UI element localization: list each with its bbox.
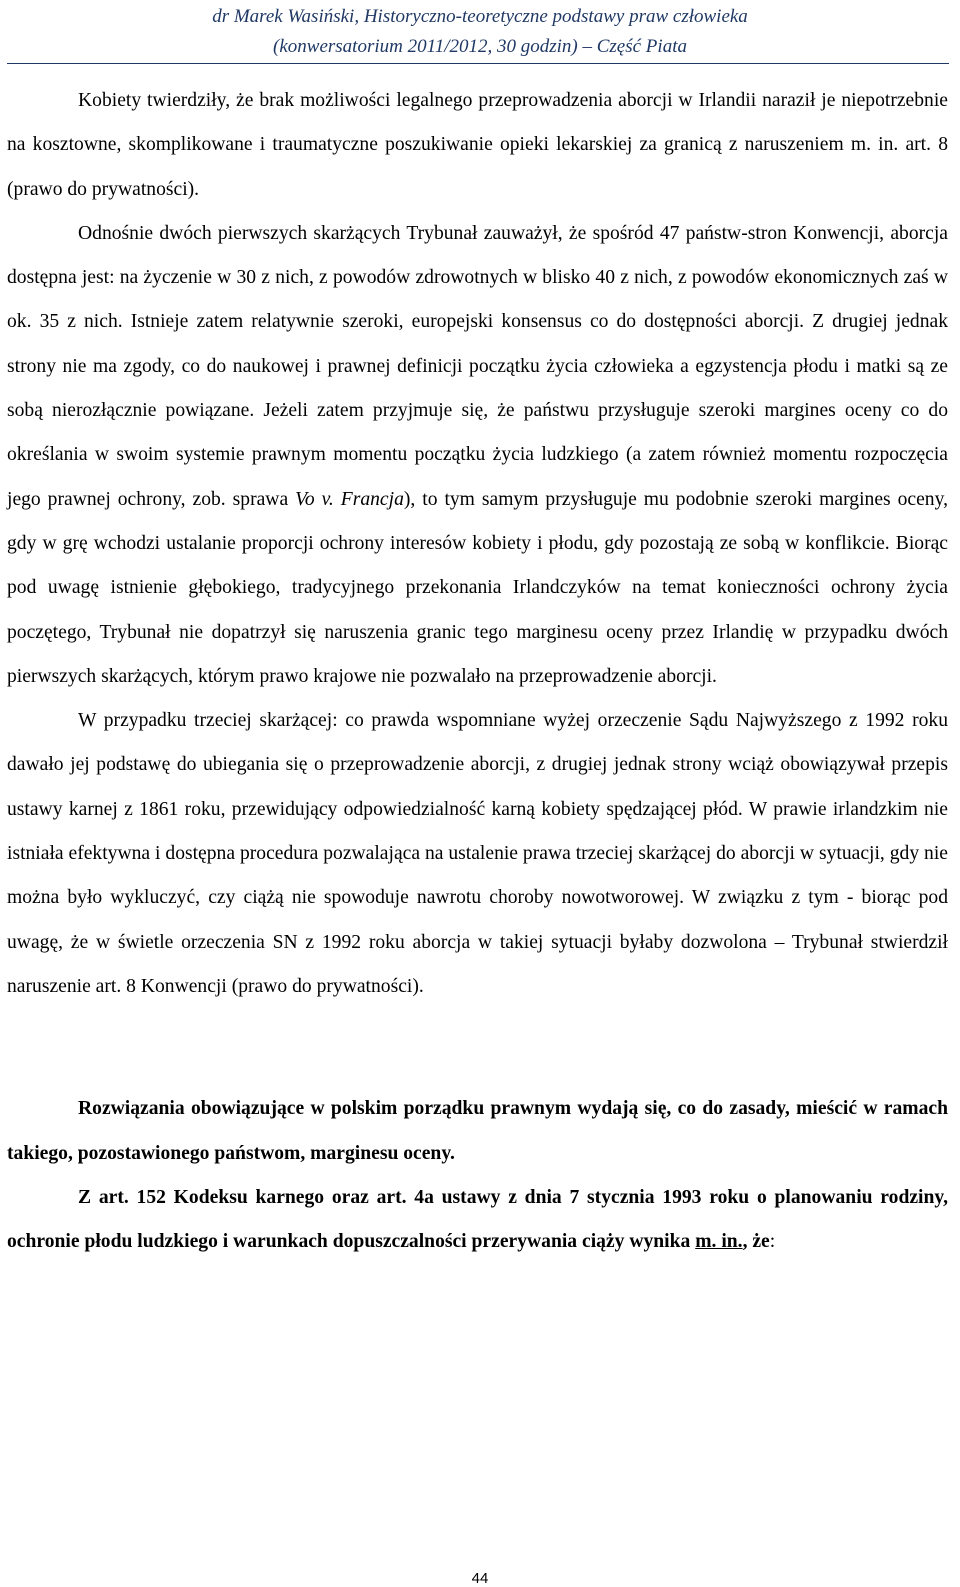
paragraph-5-colon: : [769,1231,776,1253]
paragraph-3: W przypadku trzeciej skarżącej: co prawda wspomniane wyżej orzeczenie Sądu Najwyższego z 1992 roku dawało jej podstawę do ubiegania się o przeprowadzenie aborcji, z drugiej jednak strony wciąż obowiązywał przepis ustawy karnej z 1861 roku, przewidujący odpowiedzialność karną kobiety spędzającej płód. W prawie irlandzkim nie istniała efektywna i dostępna procedura pozwalająca na ustalenie prawa trzeciej skarżącej do aborcji w sytuacji, gdy nie można było wykluczyć, czy ciążą nie spowoduje nawrotu choroby nowotworowej. W związku z tym - biorąc pod uwagę, że w świetle orzeczenia SN z 1992 roku aborcja w takiej sytuacji byłaby dozwolona – Trybunał stwierdził naruszenie art. 8 Konwencji (prawo do prywatności). [7,710,948,997]
paragraph-5 [7,1176,948,1265]
header-line-1: dr Marek Wasiński, Historyczno-teoretyczne podstawy praw człowieka [212,6,748,27]
paragraph-2 [7,212,948,699]
paragraph-gap [7,1009,948,1087]
paragraph-1: Kobiety twierdziły, że brak możliwości legalnego przeprowadzenia aborcji w Irlandii naraził je niepotrzebnie na kosztowne, skomplikowane i traumatyczne poszukiwanie opieki lekarskiej za granicą z naruszeniem m. in. art. 8 (prawo do prywatności). [7,90,948,200]
paragraph-2-text-a: Odnośnie dwóch pierwszych skarżących Trybunał zauważył, że spośród 47 państw-stron Konwencji, aborcja dostępna jest: na życzenie w 30 z nich, z powodów zdrowotnych w blisko 40 z nich, z powodów ekonomicznych zaś w ok. 35 z nich. Istnieje zatem relatywnie szeroki, europejski konsensus co do dostępności aborcji. Z drugiej jednak strony nie ma zgody, co do naukowej i prawnej definicji początku życia człowieka a egzystencja płodu i matki są ze sobą nierozłącznie powiązane. Jeżeli zatem przyjmuje się, że państwu przysługuje szeroki margines oceny co do określania w swoim systemie prawnym momentu początku życia ludzkiego (a zatem również momentu rozpoczęcia jego prawnej ochrony, zob. sprawa [7,222,948,510]
body-text [7,79,948,1264]
paragraph-2-text-b: ), to tym samym przysługuje mu podobnie szeroki margines oceny, gdy w grę wchodzi ustalanie proporcji ochrony interesów kobiety i płodu, gdy pozostają ze sobą w konflikcie. Biorąc pod uwagę istnienie głębokiego, tradycyjnego przekonania Irlandczyków na temat konieczności ochrony życia poczętego, Trybunał nie dopatrzył się naruszenia granic tego marginesu oceny przez Irlandię w przypadku dwóch pierwszych skarżących, którym prawo krajowe nie pozwalało na przeprowadzenie aborcji. [7,488,949,687]
header-line-2: (konwersatorium 2011/2012, 30 godzin) – Część Piata [273,36,687,57]
paragraph-5-text-a: Z art. 152 Kodeksu karnego oraz art. 4a ustawy z dnia 7 stycznia 1993 roku o planowaniu rodziny, ochronie płodu ludzkiego i warunkach dopuszczalności przerywania ciąży wynika [7,1186,948,1253]
paragraph-5-underlined: m. in. [695,1231,743,1253]
page-number: 44 [471,1570,489,1587]
case-citation: Vo v. Francja [295,488,404,510]
header-divider [7,63,949,64]
paragraph-5-text-b: , że [742,1231,770,1253]
paragraph-4: Rozwiązania obowiązujące w polskim porządku prawnym wydają się, co do zasady, mieścić w ramach takiego, pozostawionego państwom, marginesu oceny. [7,1098,948,1164]
running-header [0,2,960,62]
